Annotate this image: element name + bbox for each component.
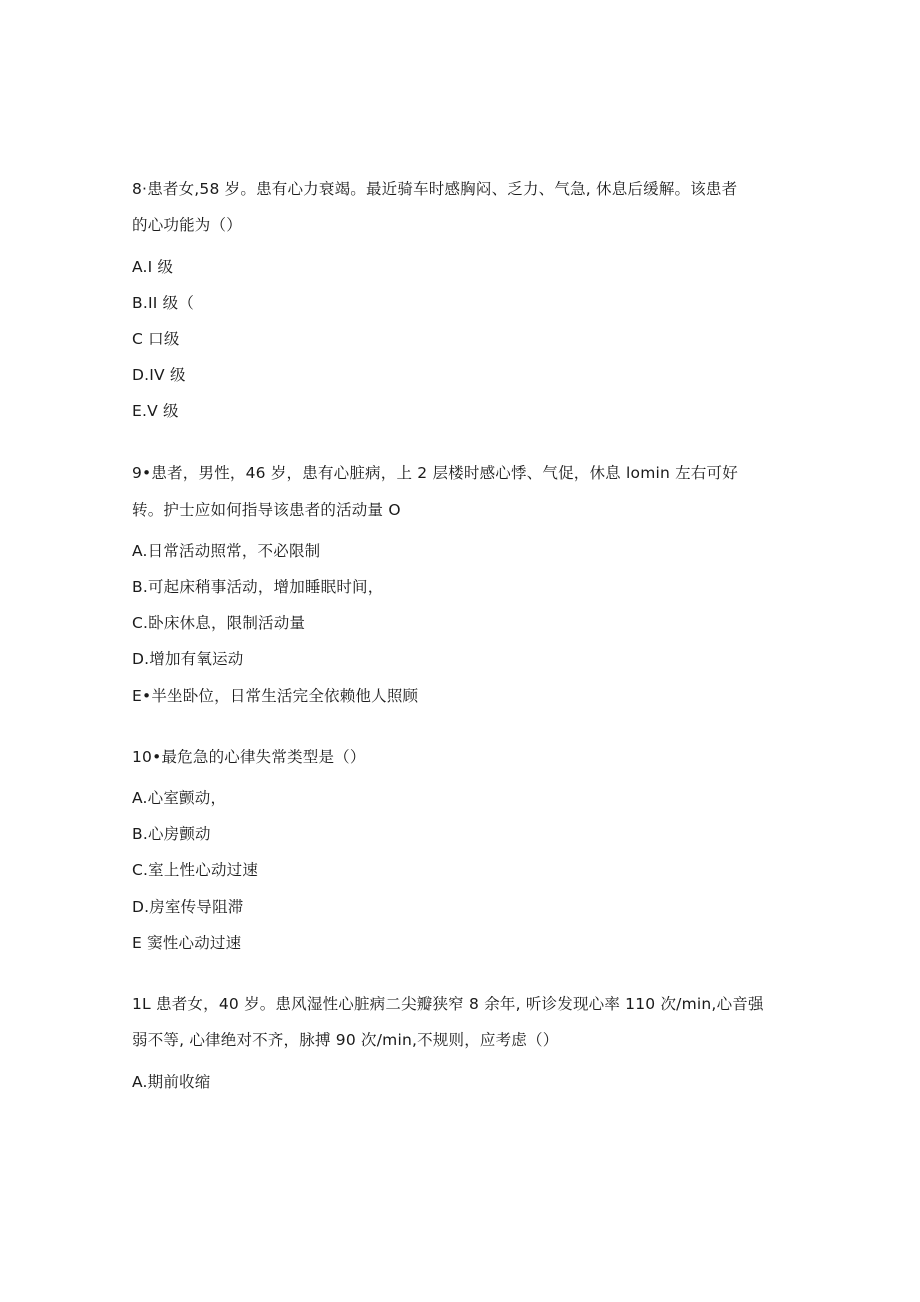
question-9-option-b: B.可起床稍事活动，增加睡眠时间， — [132, 578, 384, 596]
question-10-stem-line-1: 10•最危急的心律失常类型是（） — [132, 748, 366, 766]
question-8-option-e: E.V 级 — [132, 402, 179, 420]
question-9-stem-line-1: 9•患者，男性，46 岁，患有心脏病，上 2 层楼时感心悸、气促，休息 lomin 左右可好 — [132, 464, 738, 482]
question-10-option-e: E 窦性心动过速 — [132, 934, 242, 952]
question-8-option-b: B.II 级（ — [132, 294, 195, 312]
question-10-option-a: A.心室颤动， — [132, 789, 227, 807]
question-10-option-b: B.心房颤动 — [132, 825, 211, 843]
question-9-stem-line-2: 转。护士应如何指导该患者的活动量 O — [132, 501, 401, 519]
question-8-stem-line-2: 的心功能为（） — [132, 216, 242, 234]
question-9-option-e: E•半坐卧位，日常生活完全依赖他人照顾 — [132, 687, 419, 705]
question-10-option-d: D.房室传导阻滞 — [132, 898, 244, 916]
question-8-option-d: D.IV 级 — [132, 366, 186, 384]
question-8-stem-line-1: 8·患者女,58 岁。患有心力衰竭。最近骑车时感胸闷、乏力、气急, 休息后缓解。该患者 — [132, 180, 738, 198]
question-9-option-a: A.日常活动照常，不必限制 — [132, 542, 321, 560]
question-10-option-c: C.室上性心动过速 — [132, 861, 259, 879]
question-9-option-d: D.增加有氧运动 — [132, 650, 244, 668]
question-8-option-c: C 口级 — [132, 330, 180, 348]
question-9-option-c: C.卧床休息，限制活动量 — [132, 614, 306, 632]
question-11-stem-line-1: 1L 患者女，40 岁。患风湿性心脏病二尖瓣狭窄 8 余年, 听诊发现心率 110 次/min,心音强 — [132, 995, 764, 1013]
question-11-stem-line-2: 弱不等, 心律绝对不齐，脉搏 90 次/min,不规则，应考虑（） — [132, 1031, 559, 1049]
question-8-option-a: A.I 级 — [132, 258, 174, 276]
question-11-option-a: A.期前收缩 — [132, 1073, 211, 1091]
